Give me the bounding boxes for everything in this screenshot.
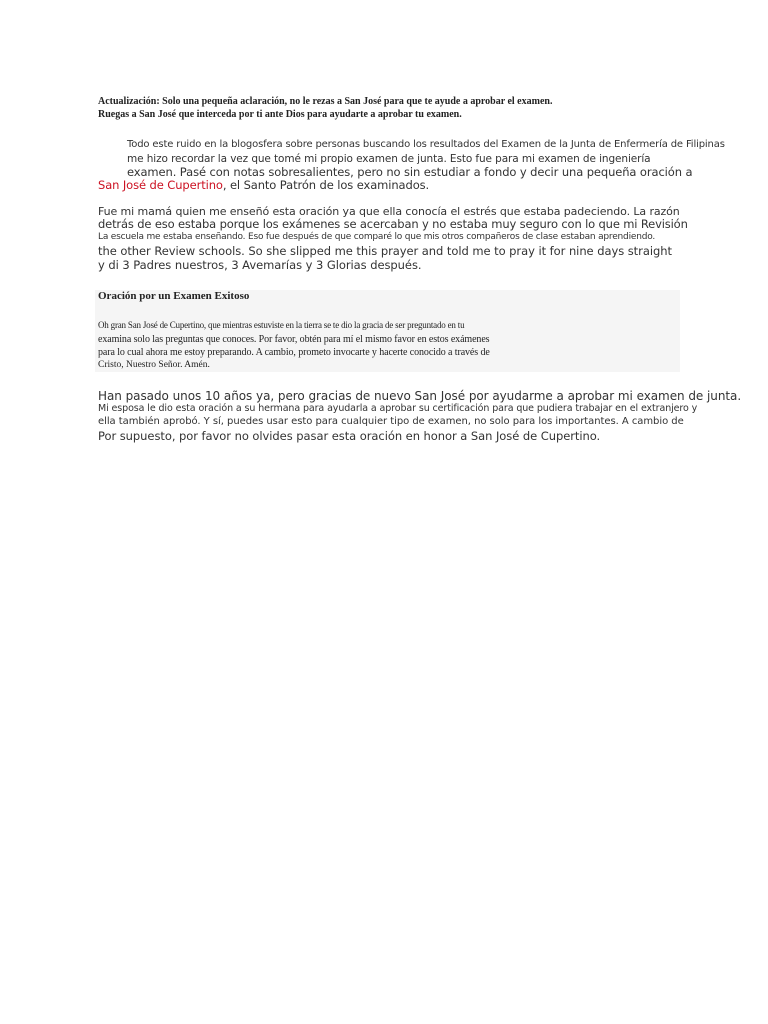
mother-line-4: the other Review schools. So she slipped me this prayer and told me to pray it for nine days straight: [98, 244, 672, 258]
intro-line-3: examen. Pasé con notas sobresalientes, pero no sin estudiar a fondo y decir una pequeña oración a: [127, 165, 693, 179]
closing-line-1: Han pasado unos 10 años ya, pero gracias de nuevo San José por ayudarme a aprobar mi examen de junta.: [98, 389, 742, 403]
prayer-line-1: Oh gran San José de Cupertino, que mientras estuviste en la tierra se te dio la gracia de ser preguntado en tu: [98, 320, 465, 330]
saint-link[interactable]: San José de Cupertino: [98, 178, 223, 192]
update-note-line-1: Actualización: Solo una pequeña aclaración, no le rezas a San José para que te ayude a aprobar el examen.: [98, 96, 553, 107]
mother-line-1: Fue mi mamá quien me enseñó esta oración ya que ella conocía el estrés que estaba padeciendo. La razón: [98, 205, 680, 218]
closing-line-4: Por supuesto, por favor no olvides pasar esta oración en honor a San José de Cupertino.: [98, 429, 601, 443]
intro-line-1: Todo este ruido en la blogosfera sobre personas buscando los resultados del Examen de la Junta de Enfermería de Filipinas: [127, 139, 725, 150]
prayer-title: Oración por un Examen Exitoso: [98, 290, 250, 302]
closing-line-2: Mi esposa le dio esta oración a su hermana para ayudarla a aprobar su certificación para que pudiera trabajar en el extranjero y: [98, 403, 698, 414]
mother-line-2: detrás de eso estaba porque los exámenes se acercaban y no estaba muy seguro con lo que mi Revisión: [98, 217, 688, 231]
intro-line-2: me hizo recordar la vez que tomé mi propio examen de junta. Esto fue para mi examen de ingeniería: [127, 153, 651, 165]
mother-line-3: La escuela me estaba enseñando. Eso fue después de que comparé lo que mis otros compañeros de clase estaban aprendiendo.: [98, 232, 656, 242]
intro-line-4-rest: , el Santo Patrón de los examinados.: [222, 178, 430, 192]
intro-line-4: [98, 180, 429, 192]
mother-line-5: y di 3 Padres nuestros, 3 Avemarías y 3 Glorias después.: [98, 258, 422, 272]
update-note-line-2: Ruegas a San José que interceda por ti ante Dios para ayudarte a aprobar tu examen.: [98, 109, 462, 120]
prayer-line-4: Cristo, Nuestro Señor. Amén.: [98, 360, 210, 370]
prayer-line-2: examina solo las preguntas que conoces. Por favor, obtén para mí el mismo favor en estos exámenes: [98, 334, 490, 345]
closing-line-3: ella también aprobó. Y sí, puedes usar esto para cualquier tipo de examen, no solo para los importantes. A cambio de: [98, 416, 684, 427]
prayer-line-3: para lo cual ahora me estoy preparando. A cambio, prometo invocarte y hacerte conocido a través de: [98, 347, 490, 358]
